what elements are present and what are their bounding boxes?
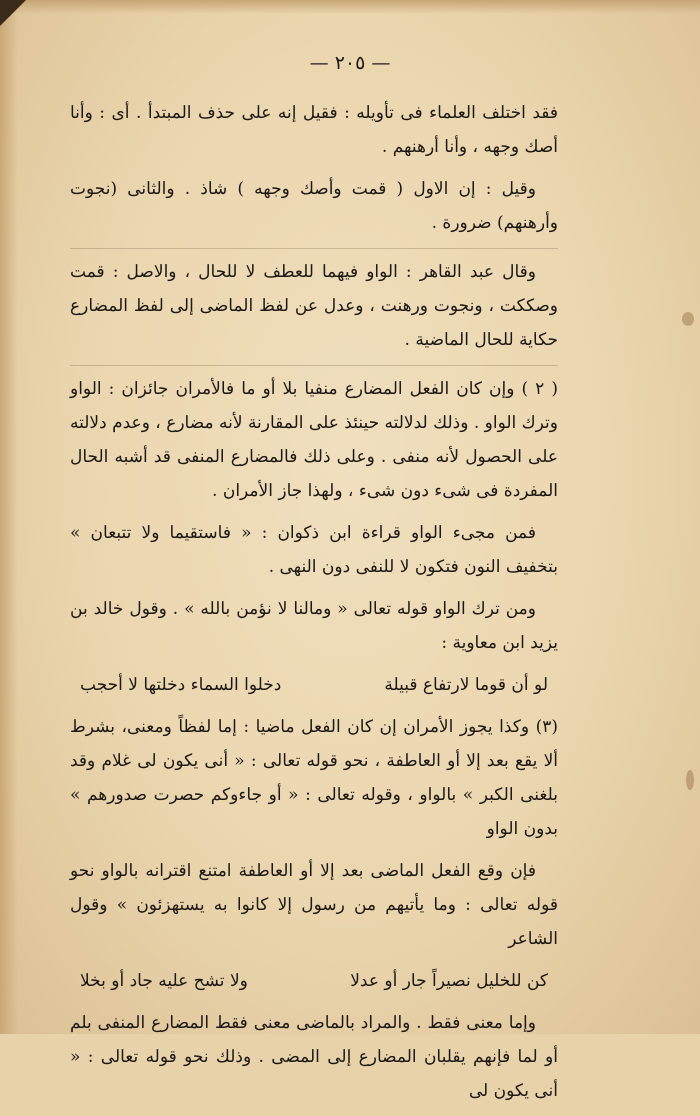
page-edge-shadow bbox=[0, 0, 18, 1034]
paragraph: ( ٢ ) وإن كان الفعل المضارع منفيا بلا أو ما فالأمران جائزان : الواو وترك الواو . وذلك لدلالته حينئذ على المقارنة لأنه مضارع ، وعدم دلالته على الحصول لأنه منفى . وعلى ذلك فالمضارع المنفى قد أشبه الحال المفردة فى شىء دون شىء ، ولهذا جاز الأمران . bbox=[70, 379, 558, 501]
verse-second-hemistich: ولا تشح عليه جاد أو بخلا bbox=[80, 971, 248, 991]
verse-first-hemistich: كن للخليل نصيراً جار أو عدلا bbox=[350, 971, 548, 991]
verse-first-hemistich: لو أن قوما لارتفاع قبيلة bbox=[384, 675, 548, 695]
paragraph: وإما معنى فقط . والمراد بالماضى معنى فقط المضارع المنفى بلم أو لما فإنهم يقلبان المضارع إلى المضى . وذلك نحو قوله تعالى : « أنى يكون لى bbox=[70, 1013, 558, 1101]
divider bbox=[70, 248, 558, 249]
paragraph: (٣) وكذا يجوز الأمران إن كان الفعل ماضيا : إما لفظاً ومعنى، بشرط ألا يقع بعد إلا أو العاطفة ، نحو قوله تعالى : « أنى يكون لى غلام وقد بلغنى الكبر » بالواو ، وقوله تعالى : « أو جاءوكم حصرت صدورهم » بدون الواو bbox=[70, 717, 558, 839]
poetry-verse bbox=[80, 668, 548, 702]
page-top-shadow bbox=[0, 0, 700, 14]
paragraph: ومن ترك الواو قوله تعالى « ومالنا لا نؤمن بالله » . وقول خالد بن يزيد ابن معاوية : bbox=[70, 599, 558, 653]
page-body bbox=[70, 96, 558, 1116]
paragraph: وقيل : إن الاول ( قمت وأصك وجهه ) شاذ . والثانى (نجوت وأرهنهم) ضرورة . bbox=[70, 179, 558, 233]
paragraph: فقد اختلف العلماء فى تأويله : فقيل إنه على حذف المبتدأ . أى : وأنا أصك وجهه ، وأنا أرهنهم . bbox=[70, 103, 558, 157]
verse-second-hemistich: دخلوا السماء دخلتها لا أحجب bbox=[80, 675, 282, 695]
paper-stain bbox=[686, 770, 694, 790]
poetry-verse bbox=[80, 964, 548, 998]
paragraph: وقال عبد القاهر : الواو فيهما للعطف لا للحال ، والاصل : قمت وصككت ، ونجوت ورهنت ، وعدل عن لفظ الماضى إلى لفظ المضارع حكاية للحال الماضية . bbox=[70, 262, 558, 350]
torn-corner bbox=[0, 0, 26, 26]
paper-stain bbox=[682, 312, 694, 326]
paragraph: فإن وقع الفعل الماضى بعد إلا أو العاطفة امتنع اقترانه بالواو نحو قوله تعالى : وما يأتيهم من رسول إلا كانوا به يستهزئون » وقول الشاعر bbox=[70, 861, 558, 949]
paragraph: فمن مجىء الواو قراءة ابن ذكوان : « فاستقيما ولا تتبعان » بتخفيف النون فتكون لا للنفى دون النهى . bbox=[70, 523, 558, 577]
divider bbox=[70, 365, 558, 366]
page-number: — ٢٠٥ — bbox=[309, 52, 391, 74]
